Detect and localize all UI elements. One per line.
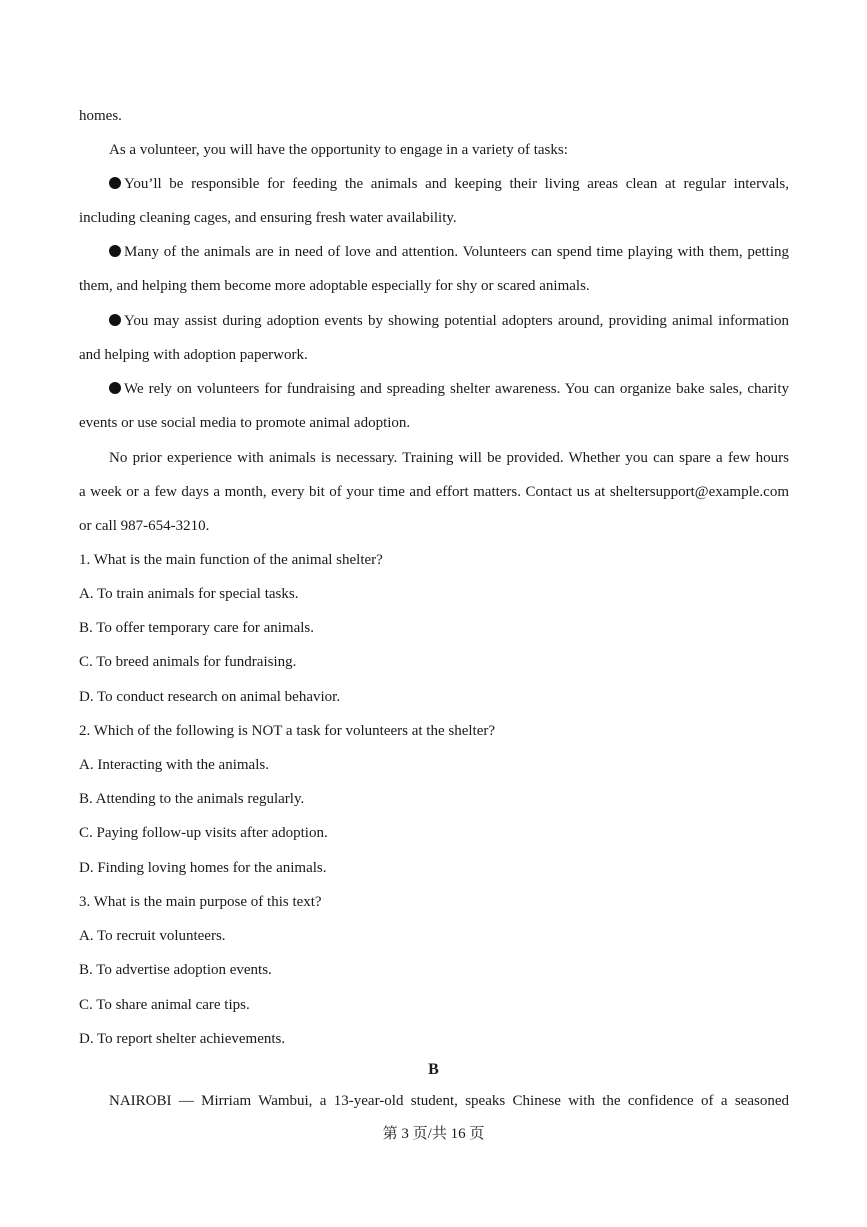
- bullet-attention-text: Many of the animals are in need of love and attention. Volunteers can spend time playing with them, petting: [124, 244, 789, 260]
- bullet-dot-icon: [109, 177, 121, 189]
- bullet-dot-icon: [109, 245, 121, 257]
- closing-line1: No prior experience with animals is necessary. Training will be provided. Whether you can spare a few hours: [109, 450, 789, 466]
- bullet-dot-icon: [109, 314, 121, 326]
- question-3-option-c: C. To share animal care tips.: [79, 997, 250, 1013]
- bullet-adoption-line1: [109, 311, 789, 331]
- bullet-feeding-text: You’ll be responsible for feeding the animals and keeping their living areas clean at regular intervals,: [124, 176, 789, 192]
- closing-line2: a week or a few days a month, every bit of your time and effort matters. Contact us at sheltersupport@example.com: [79, 484, 789, 500]
- bullet-adoption-text: You may assist during adoption events by showing potential adopters around, providing animal information: [124, 313, 789, 329]
- question-1-stem: 1. What is the main function of the animal shelter?: [79, 552, 383, 568]
- bullet-feeding-line1: [109, 174, 789, 194]
- question-2-option-b: B. Attending to the animals regularly.: [79, 791, 305, 807]
- question-2-stem: 2. Which of the following is NOT a task for volunteers at the shelter?: [79, 723, 496, 739]
- question-2-option-a: A. Interacting with the animals.: [79, 757, 269, 773]
- question-1-option-b: B. To offer temporary care for animals.: [79, 620, 314, 636]
- page-number-footer: 第 3 页/共 16 页: [382, 1126, 485, 1142]
- question-3-option-b: B. To advertise adoption events.: [79, 962, 272, 978]
- bullet-attention-line1: [109, 242, 789, 262]
- bullet-fundraising-line1: [109, 379, 789, 399]
- bullet-attention-line2: them, and helping them become more adoptable especially for shy or scared animals.: [79, 278, 590, 294]
- question-3-stem: 3. What is the main purpose of this text?: [79, 894, 322, 910]
- bullet-adoption-line2: and helping with adoption paperwork.: [79, 347, 308, 363]
- closing-line3: or call 987-654-3210.: [79, 518, 210, 534]
- question-3-option-d: D. To report shelter achievements.: [79, 1031, 286, 1047]
- passage-a-continuation: homes.: [79, 108, 122, 124]
- passage-b-first-line: NAIROBI — Mirriam Wambui, a 13-year-old student, speaks Chinese with the confidence of a seasoned: [109, 1093, 789, 1109]
- bullet-dot-icon: [109, 382, 121, 394]
- volunteer-intro: As a volunteer, you will have the opportunity to engage in a variety of tasks:: [109, 142, 568, 158]
- question-1-option-a: A. To train animals for special tasks.: [79, 586, 299, 602]
- bullet-fundraising-text: We rely on volunteers for fundraising and spreading shelter awareness. You can organize bake sales, charity: [124, 381, 789, 397]
- question-2-option-d: D. Finding loving homes for the animals.: [79, 860, 327, 876]
- bullet-fundraising-line2: events or use social media to promote animal adoption.: [79, 415, 411, 431]
- question-1-option-d: D. To conduct research on animal behavior.: [79, 689, 341, 705]
- question-3-option-a: A. To recruit volunteers.: [79, 928, 226, 944]
- question-1-option-c: C. To breed animals for fundraising.: [79, 654, 297, 670]
- section-b-heading: B: [428, 1061, 439, 1078]
- bullet-feeding-line2: including cleaning cages, and ensuring fresh water availability.: [79, 210, 457, 226]
- question-2-option-c: C. Paying follow-up visits after adoption.: [79, 825, 328, 841]
